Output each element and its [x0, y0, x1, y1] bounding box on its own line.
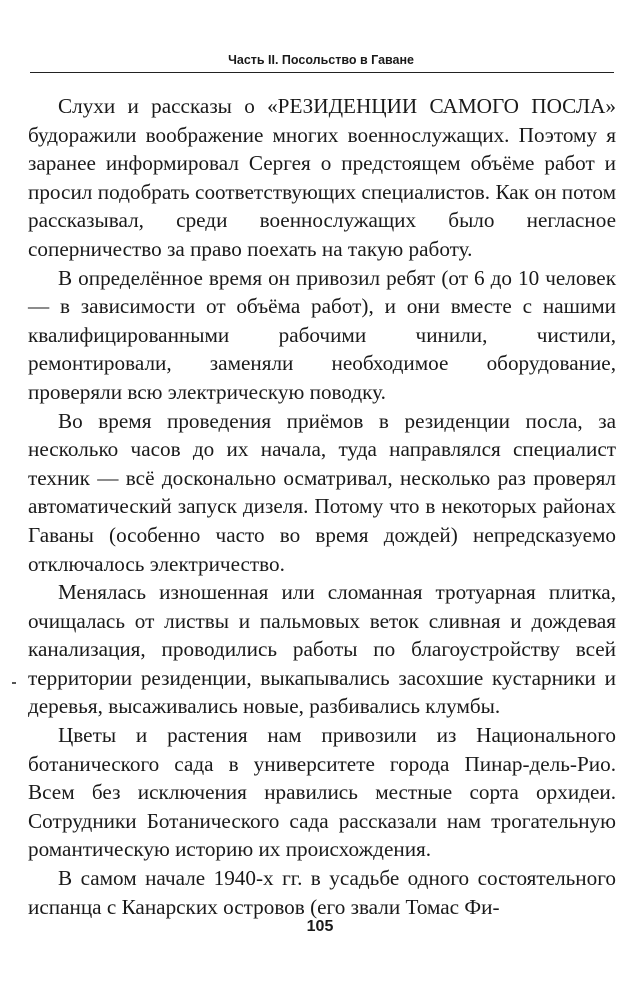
- paragraph-4: Менялась изношенная или сломанная тротуарная плитка, очищалась от листвы и пальмовых веток сливная и дождевая канализация, проводились работы по благоустройству всей территории резиденции, выкапывались засохшие кустарники и деревья, высаживались новые, разбивались клумбы.: [28, 580, 616, 719]
- paragraph-6: В самом начале 1940-х гг. в усадьбе одного состоятельного испанца с Канарских островов (его звали Томас Фи-: [28, 866, 616, 919]
- paragraph-3: Во время проведения приёмов в резиденции посла, за несколько часов до их начала, туда направлялся специалист техник — всё досконально осматривал, несколько раз проверял автоматический запуск дизеля. Потому что в некоторых районах Гаваны (особенно часто во время дождей) непредсказуемо отключалось электричество.: [28, 408, 616, 576]
- paragraph-2: В определённое время он привозил ребят (от 6 до 10 человек — в зависимости от объёма работ), и они вместе с нашими квалифицированными рабочими чинили, чистили, ремонтировали, заменяли необходимое оборудование, проверяли всю электрическую поводку.: [28, 265, 616, 404]
- body-text: [28, 92, 616, 921]
- paragraph-1: Слухи и рассказы о «РЕЗИДЕНЦИИ САМОГО ПОСЛА» будоражили воображение многих военнослужащих. Поэтому я заранее информировал Сергея о предстоящем объёме работ и просил подобрать соответствующих специалистов. Как он потом рассказывал, среди военнослужащих было негласное соперничество за право поехать на такую работу.: [28, 94, 616, 261]
- running-header: [30, 50, 614, 73]
- running-header-title: Часть II. Посольство в Гаване: [228, 53, 414, 67]
- page-number: 105: [306, 918, 334, 935]
- margin-mark: [12, 682, 16, 684]
- paragraph-5: Цветы и растения нам привозили из Национального ботанического сада в университете города Пинар-дель-Рио. Всем без исключения нравились местные сорта орхидеи. Сотрудники Ботанического сада рассказали нам трогательную романтическую историю их происхождения.: [28, 723, 616, 862]
